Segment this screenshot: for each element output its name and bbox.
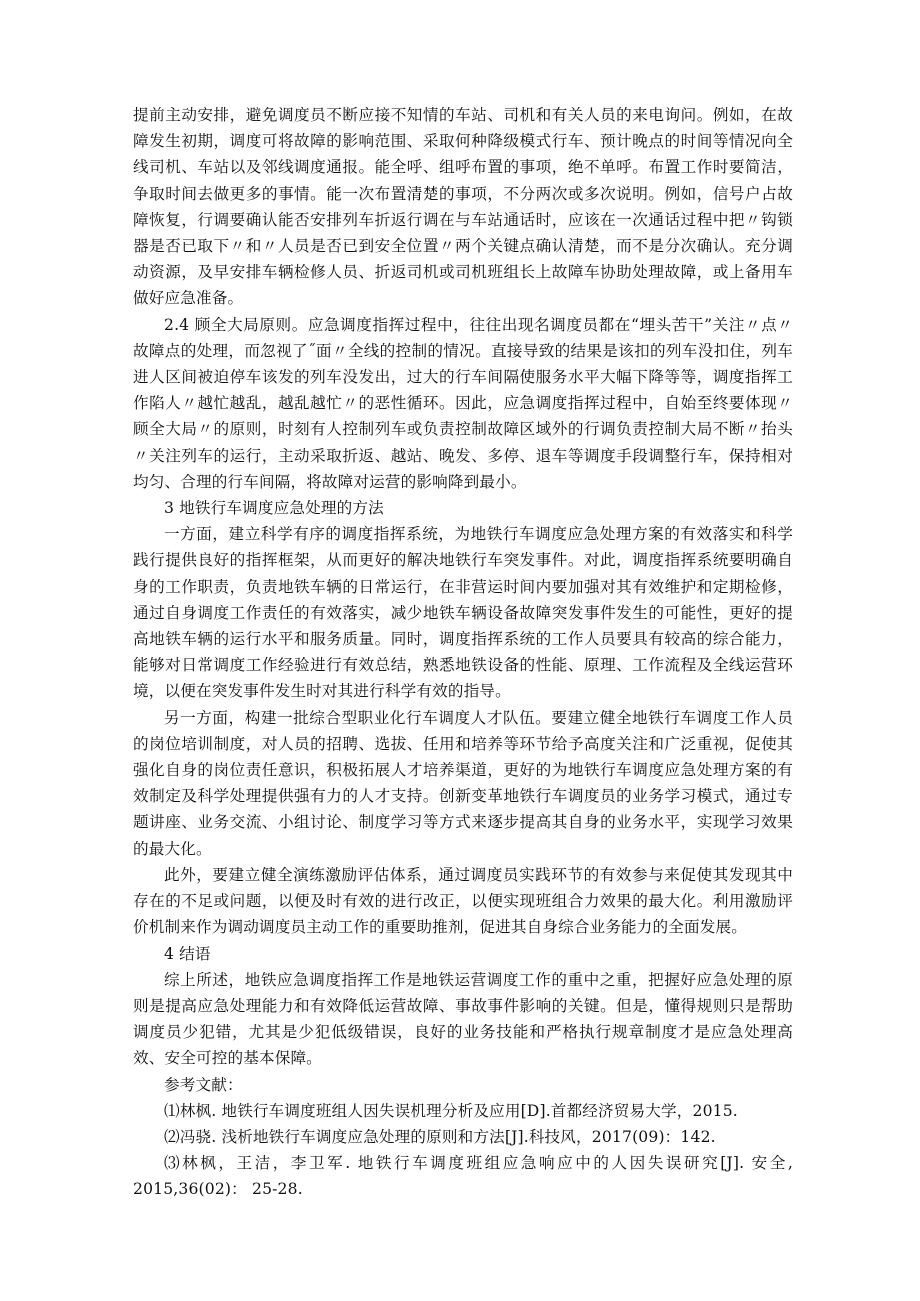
paragraph-drill-incentive: 此外，要建立健全演练激励评估体系，通过调度员实践环节的有效参与来促使其发现其中存在的不足或问题，以便及时有效的进行改正，以便实现班组合力效果的最大化。利用激励评价机制来作为调动调度员主动工作的重要助推剂，促进其自身综合业务能力的全面发展。	[133, 865, 793, 937]
references-heading: 参考文献：	[164, 1075, 243, 1094]
reference-item-2: ⑵冯骁. 浅析地铁行车调度应急处理的原则和方法[J].科技风，2017(09)：142.	[164, 1127, 716, 1146]
paragraph-scheduling-arrangement: 提前主动安排，避免调度员不断应接不知情的车站、司机和有关人员的来电询问。例如，在故障发生初期，调度可将故障的影响范围、采取何种降级模式行车、预计晚点的时间等情况向全线司机、车站以及邻线调度通报。能全呼、组呼布置的事项，绝不单呼。布置工作时要简洁，争取时间去做更多的事情。能一次布置清楚的事项，不分两次或多次说明。例如，信号户占故障恢复，行调要确认能否安排列车折返行调在与车站通话时，应该在一次通话过程中把〃钩锁器是否已取下〃和〃人员是否已到安全位置〃两个关键点确认清楚，而不是分次确认。充分调动资源，及早安排车辆检修人员、折返司机或司机班组长上故障车协助处理故障，或上备用车做好应急准备。	[133, 106, 793, 308]
heading-section-4: 4 结语	[164, 944, 211, 963]
paragraph-talent-team: 另一方面，构建一批综合型职业化行车调度人才队伍。要建立健全地铁行车调度工作人员的岗位培训制度，对人员的招聘、选拔、任用和培养等环节给予高度关注和广泛重视，促使其强化自身的岗位责任意识，积极拓展人才培养渠道，更好的为地铁行车调度应急处理方案的有效制定及科学处理提供强有力的人才支持。创新变革地铁行车调度员的业务学习模式，通过专题讲座、业务交流、小组讨论、制度学习等方式来逐步提高其自身的业务水平，实现学习效果的最大化。	[133, 708, 793, 858]
reference-item-3: ⑶林枫，王洁，李卫军. 地铁行车调度班组应急响应中的人因失误研究[J]. 安全, 2015,36(02)： 25-28.	[133, 1154, 793, 1199]
paragraph-conclusion: 综上所述，地铁应急调度指挥工作是地铁运营调度工作的重中之重，把握好应急处理的原则是提高应急处理能力和有效降低运营故障、事故事件影响的关键。但是，懂得规则只是帮助调度员少犯错，尤其是少犯低级错误，良好的业务技能和严格执行规章制度才是应急处理高效、安全可控的基本保障。	[133, 970, 793, 1068]
section-2-4-overall-situation: 2.4 顾全大局原则。应急调度指挥过程中，往往出现名调度员都在“埋头苦干”关注〃点〃故障点的处理，而忽视了˝面〃全线的控制的情况。直接导致的结果是该扣的列车没扣住，列车进人区间被迫停车该发的列车没发出，过大的行车间隔使服务水平大幅下降等等，调度指挥工作陷人〃越忙越乱，越乱越忙〃的恶性循环。因此，应急调度指挥过程中，自始至终要体现〃顾全大局〃的原则，时刻有人控制列车或负责控制故障区域外的行调负责控制大局不断〃抬头〃关注列车的运行，主动采取折返、越站、晚发、多停、退车等调度手段调整行车，保持相对均匀、合理的行车间隔，将故障对运营的影响降到最小。	[133, 315, 793, 491]
reference-item-1: ⑴林枫. 地铁行车调度班组人因失误机理分析及应用[D].首都经济贸易大学，2015.	[164, 1101, 738, 1120]
document-page	[133, 102, 793, 1203]
paragraph-dispatch-system: 一方面，建立科学有序的调度指挥系统，为地铁行车调度应急处理方案的有效落实和科学践行提供良好的指挥框架，从而更好的解决地铁行车突发事件。对此，调度指挥系统要明确自身的工作职责，负责地铁车辆的日常运行，在非营运时间内要加强对其有效维护和定期检修，通过自身调度工作责任的有效落实，减少地铁车辆设备故障突发事件发生的可能性，更好的提高地铁车辆的运行水平和服务质量。同时，调度指挥系统的工作人员要具有较高的综合能力，能够对日常调度工作经验进行有效总结，熟悉地铁设备的性能、原理、工作流程及全线运营环境，以便在突发事件发生时对其进行科学有效的指导。	[133, 525, 793, 701]
heading-section-3: 3 地铁行车调度应急处理的方法	[164, 499, 384, 518]
